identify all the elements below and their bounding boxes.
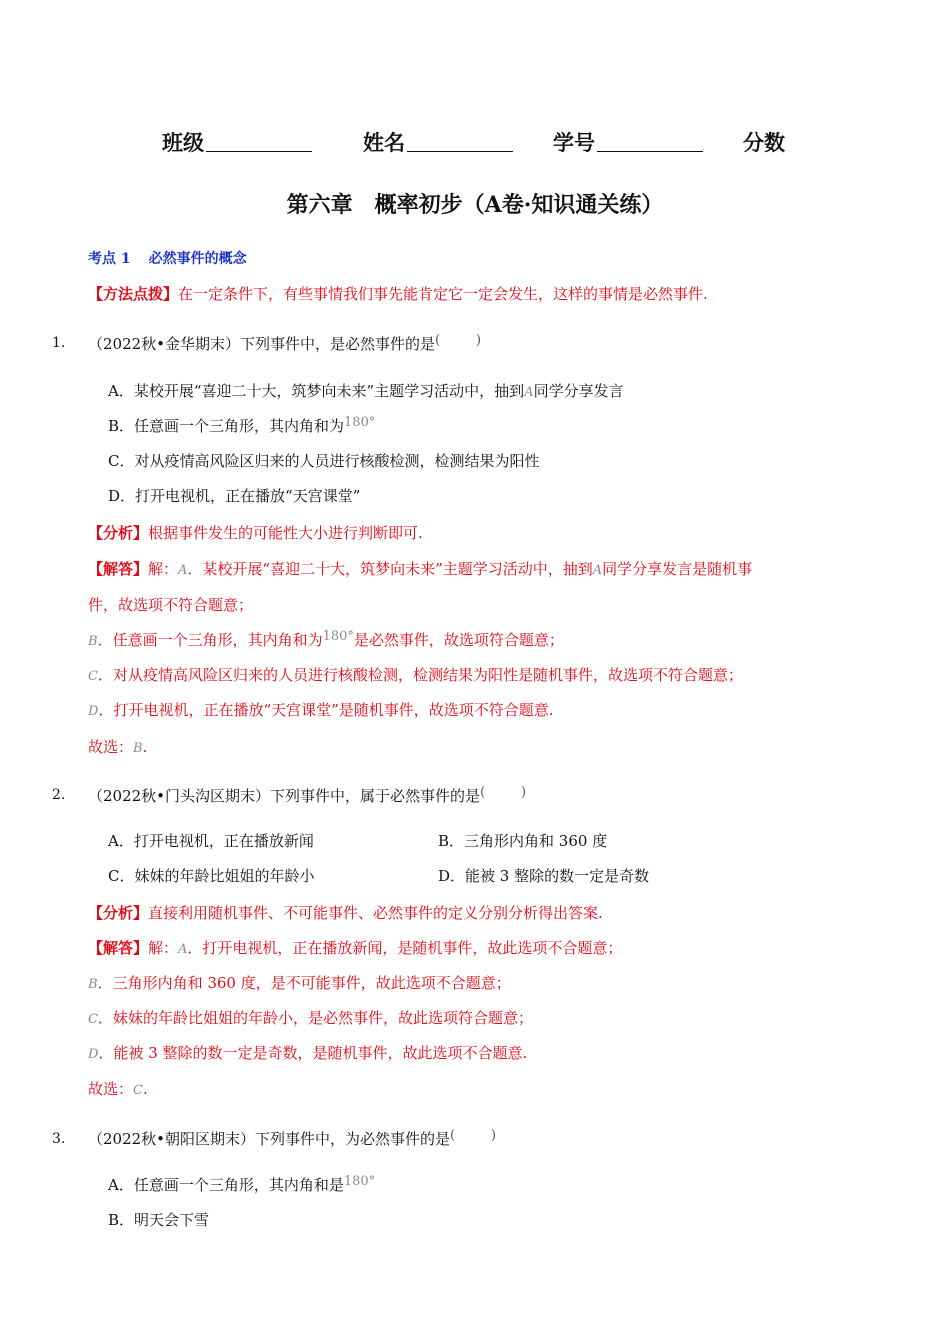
q2-option-d[interactable]: D．能被 3 整除的数一定是奇数 — [438, 867, 650, 885]
q2-answer-d: D．能被 3 整除的数一定是奇数，是随机事件，故此选项不合题意. — [88, 1044, 528, 1062]
class-label: 班级 — [162, 130, 204, 155]
q3-option-b[interactable]: B．明天会下雪 — [108, 1211, 210, 1229]
q1-option-d[interactable]: D．打开电视机，正在播放“天宫课堂” — [108, 487, 361, 505]
q2-option-a[interactable]: A．打开电视机，正在播放新闻 — [108, 832, 314, 850]
question-1-number: 1. — [52, 335, 66, 351]
method-text: 在一定条件下，有些事情我们事先能肯定它一定会发生，这样的事情是必然事件. — [178, 285, 708, 303]
score-label: 分数 — [743, 130, 785, 155]
q1-answer-cont: 件，故选项不符合题意； — [88, 596, 254, 614]
name-field[interactable] — [363, 127, 513, 157]
section-heading — [88, 248, 247, 268]
student-id-blank[interactable] — [597, 133, 703, 152]
q2-answer: 【解答】解：A．打开电视机，正在播放新闻，是随机事件，故此选项不合题意； — [88, 939, 623, 957]
name-label: 姓名 — [363, 130, 405, 155]
q1-option-a[interactable]: A．某校开展“喜迎二十大，筑梦向未来”主题学习活动中，抽到A同学分享发言 — [108, 382, 624, 400]
section-label: 考点 1 — [88, 251, 131, 267]
class-field[interactable] — [162, 127, 312, 157]
question-3-number: 3. — [52, 1131, 66, 1147]
question-3-source: （2022秋•朝阳区期末）下列事件中，为必然事件的是 — [88, 1130, 451, 1148]
q2-answer-b: B．三角形内角和 360 度，是不可能事件，故此选项不合题意； — [88, 974, 511, 992]
class-blank[interactable] — [206, 133, 312, 152]
q1-option-b[interactable]: B．任意画一个三角形，其内角和为180° — [108, 415, 376, 435]
q2-analysis: 【分析】直接利用随机事件、不可能事件、必然事件的定义分别分析得出答案. — [88, 904, 603, 922]
q1-analysis: 【分析】根据事件发生的可能性大小进行判断即可. — [88, 524, 423, 542]
question-1-stem — [88, 333, 481, 354]
q1-answer: 【解答】解：A．某校开展“喜迎二十大，筑梦向未来”主题学习活动中，抽到A同学分享发言是随机事 — [88, 560, 753, 578]
student-id-label: 学号 — [553, 130, 595, 155]
method-tip — [88, 283, 708, 304]
q2-option-c[interactable]: C．妹妹的年龄比姐姐的年龄小 — [108, 867, 315, 885]
q2-option-b[interactable]: B．三角形内角和 360 度 — [438, 832, 608, 850]
question-2-stem — [88, 785, 526, 806]
q1-answer-c: C．对从疫情高风险区归来的人员进行核酸检测，检测结果为阳性是随机事件，故选项不符合题意； — [88, 666, 743, 684]
method-tag: 【方法点拨】 — [88, 285, 179, 303]
q2-answer-c: C．妹妹的年龄比姐姐的年龄小，是必然事件，故此选项符合题意； — [88, 1009, 533, 1027]
question-2-source: （2022秋•门头沟区期末）下列事件中，属于必然事件的是 — [88, 787, 481, 805]
student-id-field[interactable] — [553, 127, 703, 157]
question-3-stem — [88, 1128, 496, 1149]
q1-answer-d: D．打开电视机，正在播放“天宫课堂”是随机事件，故选项不符合题意. — [88, 701, 554, 719]
page-title: 第六章 概率初步（A卷·知识通关练） — [286, 192, 664, 218]
answer-blank: ( ) — [480, 785, 527, 800]
answer-blank: ( ) — [435, 333, 482, 348]
name-blank[interactable] — [407, 133, 513, 152]
q1-choice: 故选：B. — [88, 738, 148, 756]
answer-blank: ( ) — [450, 1128, 497, 1143]
question-1-source: （2022秋•金华期末）下列事件中，是必然事件的是 — [88, 335, 436, 353]
q3-option-a[interactable]: A．任意画一个三角形，其内角和是180° — [108, 1174, 376, 1194]
q2-choice: 故选：C. — [88, 1080, 148, 1098]
question-2-number: 2. — [52, 787, 66, 803]
q1-answer-b: B．任意画一个三角形，其内角和为180°是必然事件，故选项符合题意； — [88, 629, 564, 649]
section-name: 必然事件的概念 — [148, 251, 247, 267]
q1-option-c[interactable]: C．对从疫情高风险区归来的人员进行核酸检测，检测结果为阳性 — [108, 452, 540, 470]
